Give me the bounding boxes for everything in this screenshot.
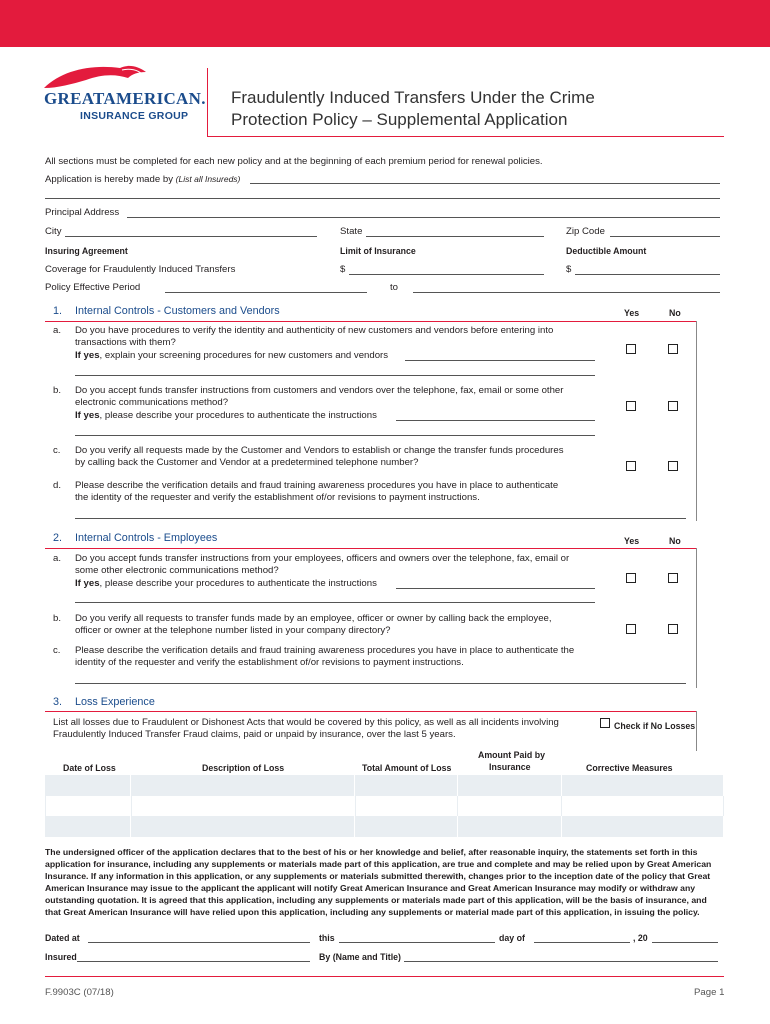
intro-text: All sections must be completed for each new policy and at the beginning of each premium period for renewal policies.: [45, 156, 543, 167]
by-field[interactable]: [404, 961, 718, 962]
applicant-field[interactable]: [250, 183, 720, 184]
deductible-field[interactable]: [575, 274, 720, 275]
section3-rule: [45, 711, 696, 712]
q1d-text-2: the identity of the requester and verify the establishment of/or revisions to payment instructions.: [75, 492, 480, 503]
q2a-text-1: Do you accept funds transfer instructions from your employees, officers and owners over the telephone, fax, email or: [75, 553, 570, 564]
col-amount-paid-2: Insurance: [489, 762, 531, 772]
q1c-text-2: by calling back the Customer and Vendor at a predetermined telephone number?: [75, 457, 419, 468]
q2a-field-2[interactable]: [75, 602, 595, 603]
q1c-letter: c.: [53, 445, 61, 456]
cell-paid[interactable]: [458, 796, 562, 817]
q1c-no-checkbox[interactable]: [668, 461, 678, 471]
q1d-letter: d.: [53, 480, 62, 491]
company-logo: [42, 62, 206, 132]
col-amount-paid-1: Amount Paid by: [478, 750, 545, 760]
col-description: Description of Loss: [202, 763, 285, 773]
declaration-line: American Insurance may issue to the applicant the applicant will notify Great American Insurance and Great American Insurance may modify or withdraw any: [45, 883, 696, 893]
cell-date[interactable]: [45, 816, 131, 837]
q1c-yes-checkbox[interactable]: [626, 461, 636, 471]
applicant-label: Application is hereby made by (List all Insureds): [45, 174, 241, 185]
q1a-field-2[interactable]: [75, 375, 595, 376]
header-divider: [207, 68, 208, 136]
zip-field[interactable]: [610, 236, 720, 237]
section2-no-head: No: [669, 536, 681, 546]
this-label: this: [319, 933, 335, 943]
q1a-text-1: Do you have procedures to verify the identity and authenticity of new customers and vendors before entering into: [75, 325, 554, 336]
limit-field[interactable]: [349, 274, 544, 275]
section2-number: 2.: [53, 532, 63, 544]
q1c-text-1: Do you verify all requests made by the Customer and Vendors to establish or change the transfer funds procedures: [75, 445, 564, 456]
logo-wordmark: GREATAMERICAN.: [44, 89, 206, 108]
limit-head: Limit of Insurance: [340, 246, 416, 256]
section2-title: Internal Controls - Employees: [75, 532, 218, 544]
q2a-text-3: If yes, please describe your procedures to authenticate the instructions: [75, 578, 377, 589]
q1a-no-checkbox[interactable]: [668, 344, 678, 354]
cell-date[interactable]: [46, 796, 132, 817]
page-title: Fraudulently Induced Transfers Under the Crime Protection Policy – Supplemental Application: [231, 88, 595, 129]
loss-table: [45, 775, 724, 837]
q2c-text-1: Please describe the verification details and fraud training awareness procedures you have in place to authenticate the: [75, 645, 575, 656]
section1-yes-head: Yes: [624, 308, 640, 318]
insuring-agreement-head: Insuring Agreement: [45, 246, 128, 256]
dated-at-label: Dated at: [45, 933, 80, 943]
dated-at-field[interactable]: [88, 942, 310, 943]
form-id: F.9903C (07/18): [45, 987, 114, 998]
cell-total[interactable]: [356, 796, 459, 817]
section1-number: 1.: [53, 305, 63, 317]
deductible-dollar: $: [566, 264, 572, 275]
q1b-text-2: electronic communications method?: [75, 397, 229, 408]
page-number: Page 1: [694, 987, 725, 998]
q2b-yes-checkbox[interactable]: [626, 624, 636, 634]
cell-measures[interactable]: [562, 796, 724, 817]
q1a-text-3: If yes, explain your screening procedures for new customers and vendors: [75, 350, 389, 361]
city-label: City: [45, 226, 62, 237]
col-total-amount: Total Amount of Loss: [362, 763, 452, 773]
q1b-yes-checkbox[interactable]: [626, 401, 636, 411]
declaration-line: outstanding quotation. It is agreed that this application, including any supplements or materials made part of this application, will be the basis of insurance, and: [45, 895, 707, 905]
section3-border: [696, 711, 697, 751]
declaration-line: application for insurance, including any supplements or materials made part of this application, are true and complete and may be relied upon by Great American: [45, 859, 712, 869]
table-row: [45, 816, 724, 837]
q2b-text-2: officer or owner at the telephone number listed in your company directory?: [75, 625, 391, 636]
q1b-field[interactable]: [396, 420, 595, 421]
q2b-letter: b.: [53, 613, 62, 624]
no-losses-checkbox[interactable]: [600, 718, 610, 728]
policy-period-label: Policy Effective Period: [45, 282, 141, 293]
period-to-label: to: [390, 282, 399, 293]
section1-rule: [45, 321, 696, 322]
cell-date[interactable]: [45, 775, 131, 796]
period-from-field[interactable]: [165, 292, 367, 293]
zip-label: Zip Code: [566, 226, 605, 237]
deductible-head: Deductible Amount: [566, 246, 647, 256]
insured-field[interactable]: [77, 961, 310, 962]
q1b-no-checkbox[interactable]: [668, 401, 678, 411]
year-field[interactable]: [652, 942, 718, 943]
q1b-field-2[interactable]: [75, 435, 595, 436]
principal-address-label: Principal Address: [45, 207, 120, 218]
cell-measures[interactable]: [562, 775, 724, 796]
header-rule: [207, 136, 724, 137]
q2c-field[interactable]: [75, 683, 686, 684]
q1b-text-1: Do you accept funds transfer instructions from customers and vendors over the telephone, fax, email or some other: [75, 385, 564, 396]
logo-subtitle: INSURANCE GROUP: [80, 110, 189, 122]
declaration-line: The undersigned officer of the application declares that to the best of his or her knowledge and belief, after reasonable inquiry, the statements set forth in this: [45, 847, 698, 857]
state-label: State: [340, 226, 363, 237]
q2a-letter: a.: [53, 553, 62, 564]
principal-address-field[interactable]: [127, 217, 720, 218]
coverage-label: Coverage for Fraudulently Induced Transfers: [45, 264, 236, 275]
period-to-field[interactable]: [413, 292, 720, 293]
city-field[interactable]: [65, 236, 317, 237]
cell-total[interactable]: [355, 816, 458, 837]
q2c-text-2: identity of the requester and verify the establishment of/or revisions to payment instructions.: [75, 657, 464, 668]
q1a-letter: a.: [53, 325, 62, 336]
q1b-letter: b.: [53, 385, 62, 396]
q2a-text-2: some other electronic communications method?: [75, 565, 279, 576]
cell-paid[interactable]: [458, 775, 562, 796]
section2-border: [696, 548, 697, 688]
declaration-line: Insurance. If any information in this application, or any supplements or materials submitted therewith, changes prior to the inception date of the policy that Great: [45, 871, 711, 881]
section3-text-2: Fraudulently Induced Transfer Fraud claims, paid or unpaid by insurance, over the last 5 years.: [53, 729, 456, 740]
cell-paid[interactable]: [458, 816, 562, 837]
q2b-text-1: Do you verify all requests to transfer funds made by an employee, officer or owner by calling back the employee,: [75, 613, 552, 624]
table-row: [45, 796, 724, 817]
section2-rule: [45, 548, 696, 549]
section1-no-head: No: [669, 308, 681, 318]
section2-yes-head: Yes: [624, 536, 640, 546]
q2a-no-checkbox[interactable]: [668, 573, 678, 583]
section3-text-1: List all losses due to Fraudulent or Dishonest Acts that would be covered by this policy, as well as all incidents involving: [53, 717, 559, 728]
day-of-label: day of: [499, 933, 525, 943]
limit-dollar: $: [340, 264, 346, 275]
q1d-text-1: Please describe the verification details and fraud training awareness procedures you have in place to authenticate: [75, 480, 559, 491]
q1a-field[interactable]: [405, 360, 595, 361]
declaration-line: that Great American Insurance will have relied upon this application, including any supplements or material made part of this application, in issuing the policy.: [45, 907, 700, 917]
col-date-of-loss: Date of Loss: [63, 763, 116, 773]
cell-description[interactable]: [131, 816, 355, 837]
section1-title: Internal Controls - Customers and Vendors: [75, 305, 280, 317]
q2a-yes-checkbox[interactable]: [626, 573, 636, 583]
top-banner: [0, 0, 770, 47]
cell-total[interactable]: [355, 775, 458, 796]
q2c-letter: c.: [53, 645, 61, 656]
applicant-field-2[interactable]: [45, 198, 720, 199]
section3-number: 3.: [53, 696, 63, 708]
q2a-field[interactable]: [396, 588, 595, 589]
q1d-field[interactable]: [75, 518, 686, 519]
footer-rule: [45, 976, 724, 977]
q2b-no-checkbox[interactable]: [668, 624, 678, 634]
cell-description[interactable]: [132, 796, 356, 817]
cell-description[interactable]: [131, 775, 355, 796]
q1a-text-2: transactions with them?: [75, 337, 176, 348]
no-losses-label: Check if No Losses: [614, 721, 696, 731]
section3-title: Loss Experience: [75, 696, 155, 708]
q1b-text-3: If yes, please describe your procedures to authenticate the instructions: [75, 410, 377, 421]
this-field[interactable]: [339, 942, 495, 943]
year-label: , 20: [633, 933, 648, 943]
insured-label: Insured: [45, 952, 77, 962]
day-of-field[interactable]: [534, 942, 630, 943]
col-corrective-measures: Corrective Measures: [586, 763, 673, 773]
q1a-yes-checkbox[interactable]: [626, 344, 636, 354]
state-field[interactable]: [366, 236, 544, 237]
by-label: By (Name and Title): [319, 952, 401, 962]
table-row: [45, 775, 724, 796]
section1-border: [696, 321, 697, 521]
cell-measures[interactable]: [562, 816, 724, 837]
